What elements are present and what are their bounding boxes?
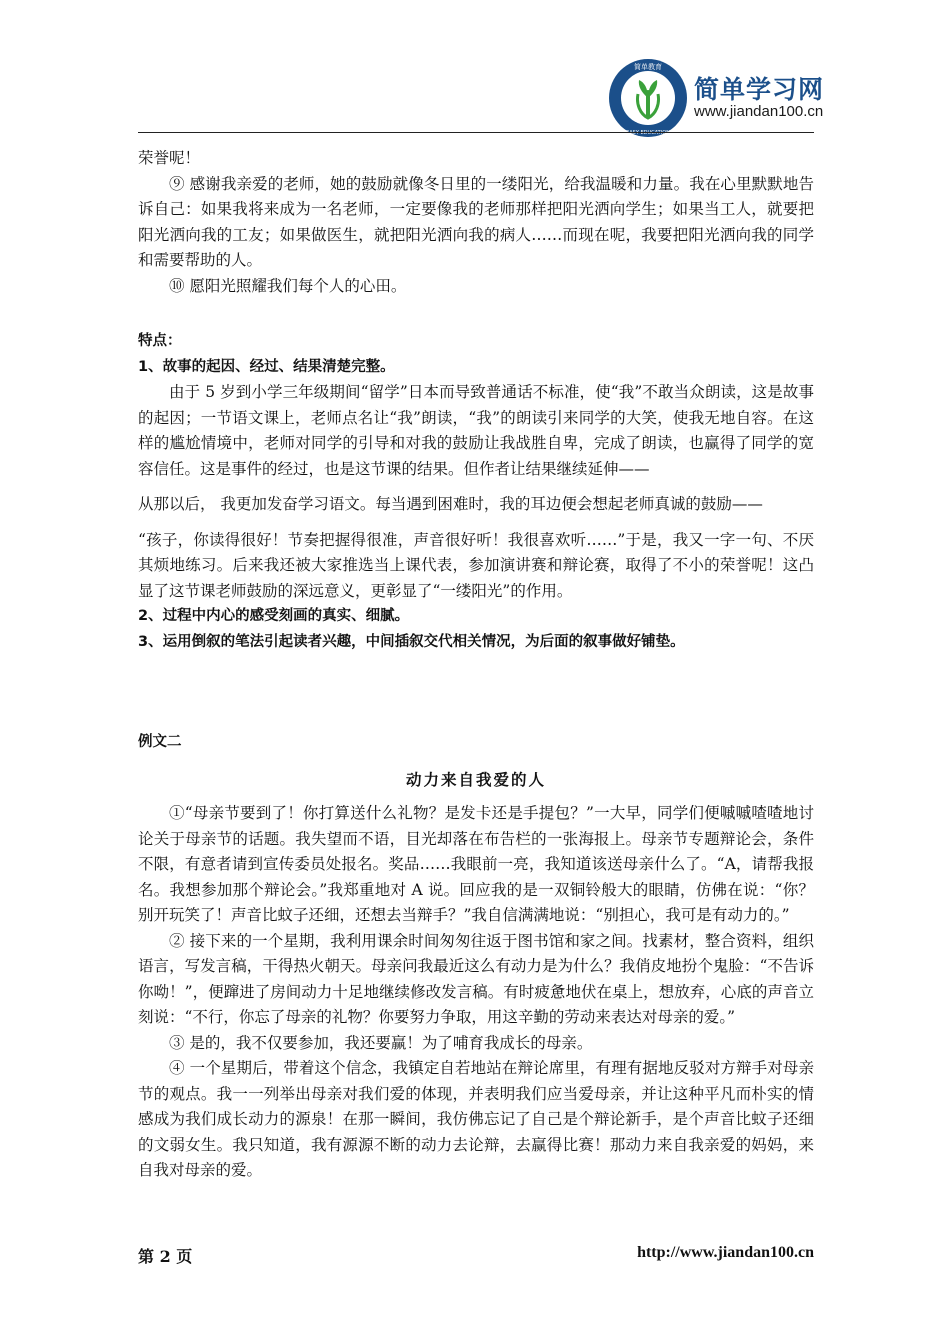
paragraph: 由于 5 岁到小学三年级期间“留学”日本而导致普通话不标准，使“我”不敢当众朗读，这是故事的起因；一节语文课上，老师点名让“我”朗读，“我”的朗读引来同学的大笑，使我无地自容。在这样的尴尬情境中，老师对同学的引导和对我的鼓励让我战胜自卑，完成了朗读，也赢得了同学的宽容信任。这是事件的经过，也是这节课的结果。但作者让结果继续延伸—— — [138, 383, 814, 478]
paragraph: ⑩ 愿阳光照耀我们每个人的心田。 — [169, 276, 407, 295]
paragraph: ② 接下来的一个星期，我利用课余时间匆匆往返于图书馆和家之间。找素材，整合资料，组织语言，写发言稿，干得热火朝天。母亲问我最近这么有动力是为什么？我俏皮地扮个鬼脸：“不告诉你呦！”，便蹿进了房间动力十足地继续修改发言稿。有时疲惫地伏在桌上，想放弃，心底的声音立刻说：“不行，你忘了母亲的礼物？你要努力争取，用这辛勤的劳动来表达对母亲的爱。” — [138, 931, 814, 1026]
logo-bottom-text: EASY EDUCATION — [626, 130, 670, 136]
paragraph: ⑨ 感谢我亲爱的老师，她的鼓励就像冬日里的一缕阳光，给我温暖和力量。我在心里默默地告诉自己：如果我将来成为一名老师，一定要像我的老师那样把阳光洒向学生；如果当工人，就要把阳光洒向我的工友；如果做医生，就把阳光洒向我的病人……而现在呢，我要把阳光洒向我的同学和需要帮助的人。 — [138, 174, 814, 269]
paragraph: 从那以后， 我更加发奋学习语文。每当遇到困难时，我的耳边便会想起老师真诚的鼓励—— — [138, 495, 763, 513]
footer-url[interactable]: http://www.jiandan100.cn — [637, 1244, 814, 1261]
paragraph: ③ 是的，我不仅要参加，我还要赢！为了哺育我成长的母亲。 — [169, 1033, 593, 1052]
header-divider — [138, 132, 814, 133]
example-heading: 例文二 — [138, 734, 182, 750]
article-body — [138, 146, 814, 1184]
paragraph: ④ 一个星期后，带着这个信念，我镇定自若地站在辩论席里，有理有据地反驳对方辩手对母亲节的观点。我一一列举出母亲对我们爱的体现，并表明我们应当爱母亲，并让这种平凡而朴实的情感成为我们成长动力的源泉！在那一瞬间，我仿佛忘记了自己是个辩论新手，是个声音比蚊子还细的文弱女生。我只知道，我有源源不断的动力去论辩，去赢得比赛！那动力来自我亲爱的妈妈，来自我对母亲的爱。 — [138, 1059, 814, 1179]
paragraph: 荣誉呢！ — [138, 149, 201, 167]
brand-url[interactable]: www.jiandan100.cn — [694, 103, 824, 120]
features-heading: 特点： — [138, 333, 182, 349]
brand-name: 简单学习网 — [694, 75, 825, 104]
paragraph: ①“母亲节要到了！你打算送什么礼物？是发卡还是手提包？”一大早，同学们便嘁嘁喳喳地讨论关于母亲节的话题。我失望而不语，目光却落在布告栏的一张海报上。母亲节专题辩论会，条件不限，有意者请到宣传委员处报名。奖品……我眼前一亮，我知道该送母亲什么了。“A，请帮我报名。我想参加那个辩论会。”我郑重地对 A 说。回应我的是一双铜铃般大的眼睛，仿佛在说：“你？别开玩笑了！声音比蚊子还细，还想去当辩手？”我自信满满地说：“别担心，我可是有动力的。” — [138, 804, 814, 924]
example-title: 动力来自我爱的人 — [405, 770, 546, 789]
feature-point: 1、故事的起因、经过、结果清楚完整。 — [138, 358, 395, 375]
feature-point: 2、过程中内心的感受刻画的真实、细腻。 — [138, 608, 410, 624]
page-number: 第 2 页 — [138, 1247, 193, 1266]
logo-top-text: 简单教育 — [634, 63, 662, 71]
jiandan-logo-icon — [608, 58, 688, 138]
feature-point: 3、运用倒叙的笔法引起读者兴趣，中间插叙交代相关情况，为后面的叙事做好铺垫。 — [138, 633, 685, 650]
paragraph: “孩子，你读得很好！节奏把握得很准，声音很好听！我很喜欢听……”于是，我又一字一句、不厌其烦地练习。后来我还被大家推选当上课代表，参加演讲赛和辩论赛，取得了不小的荣誉呢！这凸显了这节课老师鼓励的深远意义，更彰显了“一缕阳光”的作用。 — [138, 530, 814, 600]
